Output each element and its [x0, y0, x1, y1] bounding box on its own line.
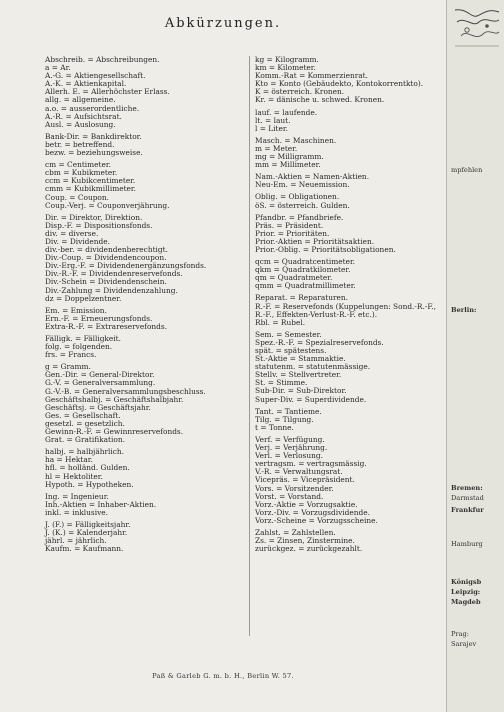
- abbreviation-entry: Dir. = Direktor, Direktion.: [45, 212, 143, 222]
- abbreviation-entry: Hypoth. = Hypotheken.: [45, 479, 134, 489]
- abbreviation-entry: Vorz.-Div. = Vorzugsdividende.: [255, 507, 370, 517]
- abbreviation-entry: Sem. = Semester.: [255, 329, 322, 339]
- abbreviation-entry: Rbl. = Rubel.: [255, 317, 306, 327]
- abbreviation-entry: m = Meter.: [255, 143, 298, 153]
- abbreviation-entry: Em. = Emission.: [45, 305, 107, 315]
- abbreviation-entry: Div.-Erg.-F. = Dividendenergänzungsfonds.: [45, 261, 207, 271]
- strip-label: Hamburg: [451, 540, 483, 548]
- abbreviation-entry: A.-K. = Aktienkapital.: [45, 79, 127, 89]
- abbreviation-entry: Verl. = Verlosung.: [255, 451, 323, 461]
- abbreviation-entry: Ern.-F. = Erneuerungsfonds.: [45, 313, 153, 323]
- strip-label: Leipzig:: [451, 588, 481, 596]
- strip-label: Frankfur: [451, 506, 484, 514]
- abbreviation-entry: div.-ber. = dividendenberechtigt.: [45, 245, 168, 255]
- abbreviation-entry: qcm = Quadratcentimeter.: [255, 257, 356, 267]
- abbreviation-entry: spät. = spätestens.: [255, 346, 327, 355]
- abbreviation-entry: inkl. = inklusive.: [45, 507, 108, 517]
- abbreviation-entry: mm = Millimeter.: [255, 160, 321, 170]
- abbreviation-list-right: [255, 56, 445, 553]
- abbreviation-entry: Coup.-Verj. = Couponverjährung.: [45, 200, 170, 210]
- abbreviation-entry: Vicepräs. = Vicepräsident.: [255, 475, 355, 485]
- abbreviation-entry: Komm.-Rat = Kommerzienrat.: [255, 71, 368, 81]
- abbreviation-entry: Div.-R.-F. = Dividendenreservefonds.: [45, 269, 183, 279]
- abbreviation-entry: Div.-Coup. = Dividendencoupon.: [45, 253, 167, 263]
- abbreviation-entry: Div.-Zahlung = Dividendenzahlung.: [45, 285, 178, 295]
- abbreviation-entry: Vorz.-Scheine = Vorzugsscheine.: [255, 515, 378, 525]
- abbreviation-entry: öS. = österreich. Gulden.: [255, 200, 350, 210]
- abbreviation-entry: bezw. = beziehungsweise.: [45, 148, 143, 158]
- abbreviation-entry: lt. = laut.: [255, 115, 291, 125]
- abbreviation-entry: V.-R. = Verwaltungsrat.: [255, 467, 343, 477]
- abbreviation-entry: Ges. = Gesellschaft.: [45, 410, 121, 420]
- abbreviation-entry: folg. = folgenden.: [45, 342, 113, 352]
- abbreviation-entry: Masch. = Maschinen.: [255, 135, 337, 145]
- adjacent-page-strip: [446, 0, 504, 712]
- abbreviation-entry: Gewinn-R.-F. = Gewinnreservefonds.: [45, 427, 184, 437]
- abbreviation-entry: A.-G. = Aktiengesellschaft.: [45, 71, 146, 81]
- abbreviation-entry: Vorz.-Aktie = Vorzugsaktie.: [255, 499, 358, 509]
- abbreviation-entry: Stellv. = Stellvertreter.: [255, 370, 342, 380]
- abbreviation-entry: Zs. = Zinsen, Zinstermine.: [255, 536, 355, 546]
- page-title: Abkürzungen.: [164, 16, 282, 31]
- abbreviation-entry: Disp.-F. = Dispositionsfonds.: [45, 220, 153, 230]
- abbreviation-entry: kg = Kilogramm.: [255, 56, 319, 64]
- abbreviation-entry: hl = Hektoliter.: [45, 471, 103, 481]
- abbreviation-entry: ccm = Kubikcentimeter.: [45, 176, 136, 186]
- abbreviation-entry: Div.-Schein = Dividendenschein.: [45, 277, 167, 287]
- abbreviation-entry: R.-F., Effekten-Verlust-R.-F. etc.).: [255, 309, 378, 319]
- abbreviation-entry: Reparat. = Reparaturen.: [255, 293, 348, 303]
- abbreviation-entry: Bank-Dir. = Bankdirektor.: [45, 131, 142, 141]
- abbreviation-entry: Extra-R.-F. = Extrareservefonds.: [45, 321, 168, 331]
- abbreviation-entry: Vors. = Vorsitzender.: [255, 483, 334, 493]
- abbreviation-entry: Neu-Em. = Neuemission.: [255, 180, 350, 190]
- strip-label: Sarajev: [451, 640, 477, 648]
- column-divider: [249, 56, 250, 636]
- abbreviation-entry: frs. = Francs.: [45, 350, 97, 360]
- abbreviation-entry: lauf. = laufende.: [255, 107, 318, 117]
- abbreviation-entry: dz = Doppelzentner.: [45, 293, 122, 303]
- abbreviation-entry: Fälligk. = Fälligkeit.: [45, 334, 121, 343]
- abbreviation-entry: J. (F.) = Fälligkeitsjahr.: [45, 519, 131, 529]
- abbreviation-entry: allg. = allgemeine.: [45, 95, 116, 105]
- abbreviation-entry: gesetzl. = gesetzlich.: [45, 418, 125, 428]
- strip-label: Berlin:: [451, 306, 477, 314]
- abbreviation-entry: hfl. = holländ. Gulden.: [45, 463, 130, 473]
- abbreviation-entry: a = Ar.: [45, 63, 71, 73]
- abbreviation-entry: a.o. = ausserordentliche.: [45, 103, 140, 113]
- abbreviation-entry: K = österreich. Kronen.: [255, 87, 345, 97]
- abbreviation-entry: Tant. = Tantieme.: [255, 406, 322, 416]
- abbreviation-entry: qmm = Quadratmillimeter.: [255, 281, 356, 291]
- abbreviation-entry: Grat. = Gratifikation.: [45, 435, 125, 445]
- abbreviation-entry: halbj. = halbjährlich.: [45, 447, 125, 457]
- abbreviation-entry: vertragsm. = vertragsmässig.: [255, 459, 367, 469]
- abbreviation-entry: ha = Hektar.: [45, 455, 93, 465]
- abbreviation-entry: Super-Div. = Superdividende.: [255, 394, 367, 404]
- abbreviation-entry: R.-F. = Reservefonds (Kuppelungen: Sond.-R.-F.,: [255, 301, 436, 311]
- abbreviation-entry: Geschäftshalbj. = Geschäftshalbjahr.: [45, 394, 184, 404]
- abbreviation-entry: Pfandbr. = Pfandbriefe.: [255, 212, 344, 222]
- strip-label: Bremen:: [451, 484, 483, 492]
- abbreviation-entry: mg = Milligramm.: [255, 152, 324, 162]
- ornament-icon: [453, 6, 501, 48]
- abbreviation-entry: Kto = Konto (Gebäudekto, Kontokorrentkto).: [255, 79, 424, 89]
- strip-label: Darmstad: [451, 494, 484, 502]
- abbreviation-entry: Präs. = Präsident.: [255, 220, 324, 230]
- abbreviation-entry: g = Gramm.: [45, 362, 91, 372]
- abbreviation-entry: jährl. = jährlich.: [45, 536, 107, 546]
- abbreviation-entry: Vorst. = Vorstand.: [255, 491, 324, 501]
- abbreviation-entry: qm = Quadratmeter.: [255, 273, 333, 283]
- strip-label: Magdeb: [451, 598, 481, 606]
- abbreviation-entry: Ausl. = Auslosung.: [45, 119, 116, 129]
- abbreviation-entry: qkm = Quadratkilometer.: [255, 265, 351, 275]
- abbreviation-entry: cmm = Kubikmillimeter.: [45, 184, 136, 194]
- abbreviation-entry: Prior.-Aktien = Prioritätsaktien.: [255, 236, 375, 246]
- abbreviation-entry: km = Kilometer.: [255, 63, 316, 73]
- abbreviation-entry: A.-R. = Aufsichtsrat.: [45, 111, 122, 121]
- abbreviation-entry: div. = diverse.: [45, 228, 99, 238]
- abbreviation-entry: Sub-Dir. = Sub-Direktor.: [255, 386, 347, 396]
- abbreviation-entry: Oblig. = Obligationen.: [255, 192, 340, 202]
- abbreviation-entry: Kaufm. = Kaufmann.: [45, 544, 124, 554]
- abbreviation-entry: Tilg. = Tilgung.: [255, 414, 314, 424]
- abbreviation-entry: Zahlst. = Zahlstellen.: [255, 527, 336, 537]
- abbreviation-entry: Inh.-Aktien = Inhaber-Aktien.: [45, 499, 157, 509]
- abbreviation-entry: zurückgez. = zurückgezahlt.: [255, 544, 363, 554]
- abbreviation-entry: Kr. = dänische u. schwed. Kronen.: [255, 95, 385, 105]
- abbreviation-entry: Spez.-R.-F. = Spezialreservefonds.: [255, 337, 384, 347]
- abbreviation-entry: Div. = Dividende.: [45, 236, 110, 246]
- strip-label: mpfehlen: [451, 166, 483, 174]
- strip-label: Prag:: [451, 630, 469, 638]
- abbreviation-entry: G.-V. = Generalversammlung.: [45, 378, 156, 388]
- abbreviation-entry: Verj. = Verjährung.: [255, 443, 328, 453]
- abbreviation-entry: Coup. = Coupon.: [45, 192, 109, 202]
- abbreviation-entry: Allerh. E. = Allerhöchster Erlass.: [45, 87, 170, 97]
- abbreviation-entry: t = Tonne.: [255, 422, 294, 432]
- abbreviation-entry: St. = Stimme.: [255, 378, 308, 388]
- abbreviation-entry: cbm = Kubikmeter.: [45, 168, 118, 178]
- abbreviation-entry: Verf. = Verfügung.: [255, 434, 325, 444]
- abbreviation-entry: Geschäftsj. = Geschäftsjahr.: [45, 402, 151, 412]
- abbreviation-entry: statutenm. = statutenmässige.: [255, 362, 371, 372]
- abbreviation-entry: G.-V.-B. = Generalversammlungsbeschluss.: [45, 386, 206, 396]
- abbreviation-entry: St.-Aktie = Stammaktie.: [255, 354, 346, 364]
- abbreviation-entry: l = Liter.: [255, 123, 288, 133]
- abbreviation-entry: Abschreib. = Abschreibungen.: [45, 55, 160, 64]
- abbreviation-entry: J. (K.) = Kalenderjahr.: [45, 528, 128, 538]
- abbreviation-entry: cm = Centimeter.: [45, 160, 111, 170]
- abbreviation-entry: Ing. = Ingenieur.: [45, 491, 109, 501]
- abbreviation-entry: Prior.-Oblig. = Prioritätsobligationen.: [255, 244, 396, 254]
- abbreviation-entry: Gen.-Dir. = General-Direktor.: [45, 370, 155, 380]
- abbreviation-entry: betr. = betreffend.: [45, 139, 115, 149]
- printer-imprint: Paß & Garleb G. m. b. H., Berlin W. 57.: [152, 672, 294, 680]
- abbreviation-list-left: [45, 56, 230, 553]
- abbreviation-entry: Prior. = Prioritäten.: [255, 228, 330, 238]
- strip-label: Königsb: [451, 578, 482, 586]
- abbreviation-entry: Nam.-Aktien = Namen-Aktien.: [255, 172, 370, 182]
